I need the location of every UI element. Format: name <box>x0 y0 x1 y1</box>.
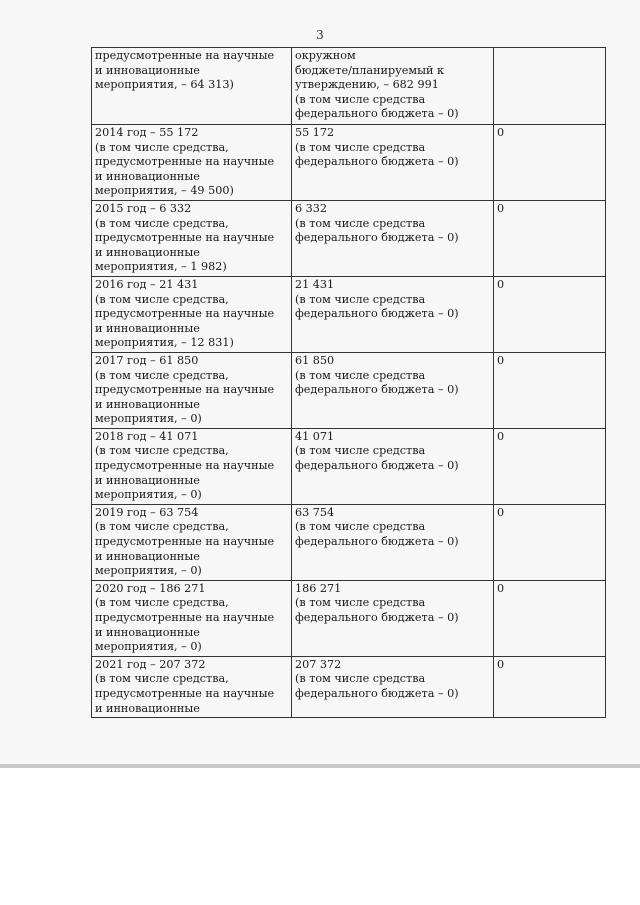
other-sources-cell: 0 <box>494 352 606 428</box>
funding-total-cell: 2015 год – 6 332 (в том числе средства, предусмотренные на научные и инновационные мероприятия, – 1 982) <box>92 200 292 276</box>
other-sources-cell: 0 <box>494 276 606 352</box>
funding-total-cell: 2017 год – 61 850 (в том числе средства, предусмотренные на научные и инновационные мероприятия, – 0) <box>92 352 292 428</box>
funding-total-cell: 2018 год – 41 071 (в том числе средства, предусмотренные на научные и инновационные мероприятия, – 0) <box>92 428 292 504</box>
other-sources-cell: 0 <box>494 504 606 580</box>
other-sources-cell: 0 <box>494 656 606 717</box>
district-budget-cell: 21 431 (в том числе средства федерального бюджета – 0) <box>292 276 494 352</box>
district-budget-cell: 41 071 (в том числе средства федерального бюджета – 0) <box>292 428 494 504</box>
district-budget-cell: 207 372 (в том числе средства федерального бюджета – 0) <box>292 656 494 717</box>
district-budget-cell: 55 172 (в том числе средства федерального бюджета – 0) <box>292 125 494 201</box>
table-row <box>92 200 606 276</box>
district-budget-cell: 6 332 (в том числе средства федерального бюджета – 0) <box>292 200 494 276</box>
other-sources-cell: 0 <box>494 200 606 276</box>
funding-total-cell: 2020 год – 186 271 (в том числе средства, предусмотренные на научные и инновационные мероприятия, – 0) <box>92 580 292 656</box>
budget-table <box>91 47 606 718</box>
district-budget-cell: 61 850 (в том числе средства федерального бюджета – 0) <box>292 352 494 428</box>
table-row <box>92 656 606 717</box>
other-sources-cell: 0 <box>494 125 606 201</box>
table-row <box>92 504 606 580</box>
district-budget-cell: 63 754 (в том числе средства федерального бюджета – 0) <box>292 504 494 580</box>
page-number: 3 <box>316 28 324 42</box>
district-budget-cell: окружном бюджете/планируемый к утверждению, – 682 991 (в том числе средства федерального бюджета – 0) <box>292 48 494 125</box>
other-sources-cell: 0 <box>494 428 606 504</box>
funding-total-cell: 2014 год – 55 172 (в том числе средства, предусмотренные на научные и инновационные мероприятия, – 49 500) <box>92 125 292 201</box>
table-row <box>92 125 606 201</box>
table-row <box>92 48 606 125</box>
funding-total-cell: 2021 год – 207 372 (в том числе средства, предусмотренные на научные и инновационные <box>92 656 292 717</box>
table-row <box>92 580 606 656</box>
other-sources-cell <box>494 48 606 125</box>
other-sources-cell: 0 <box>494 580 606 656</box>
district-budget-cell: 186 271 (в том числе средства федерального бюджета – 0) <box>292 580 494 656</box>
table-row <box>92 276 606 352</box>
table-row <box>92 428 606 504</box>
table-row <box>92 352 606 428</box>
funding-total-cell: 2019 год – 63 754 (в том числе средства, предусмотренные на научные и инновационные мероприятия, – 0) <box>92 504 292 580</box>
funding-total-cell: 2016 год – 21 431 (в том числе средства, предусмотренные на научные и инновационные мероприятия, – 12 831) <box>92 276 292 352</box>
funding-total-cell: предусмотренные на научные и инновационные мероприятия, – 64 313) <box>92 48 292 125</box>
